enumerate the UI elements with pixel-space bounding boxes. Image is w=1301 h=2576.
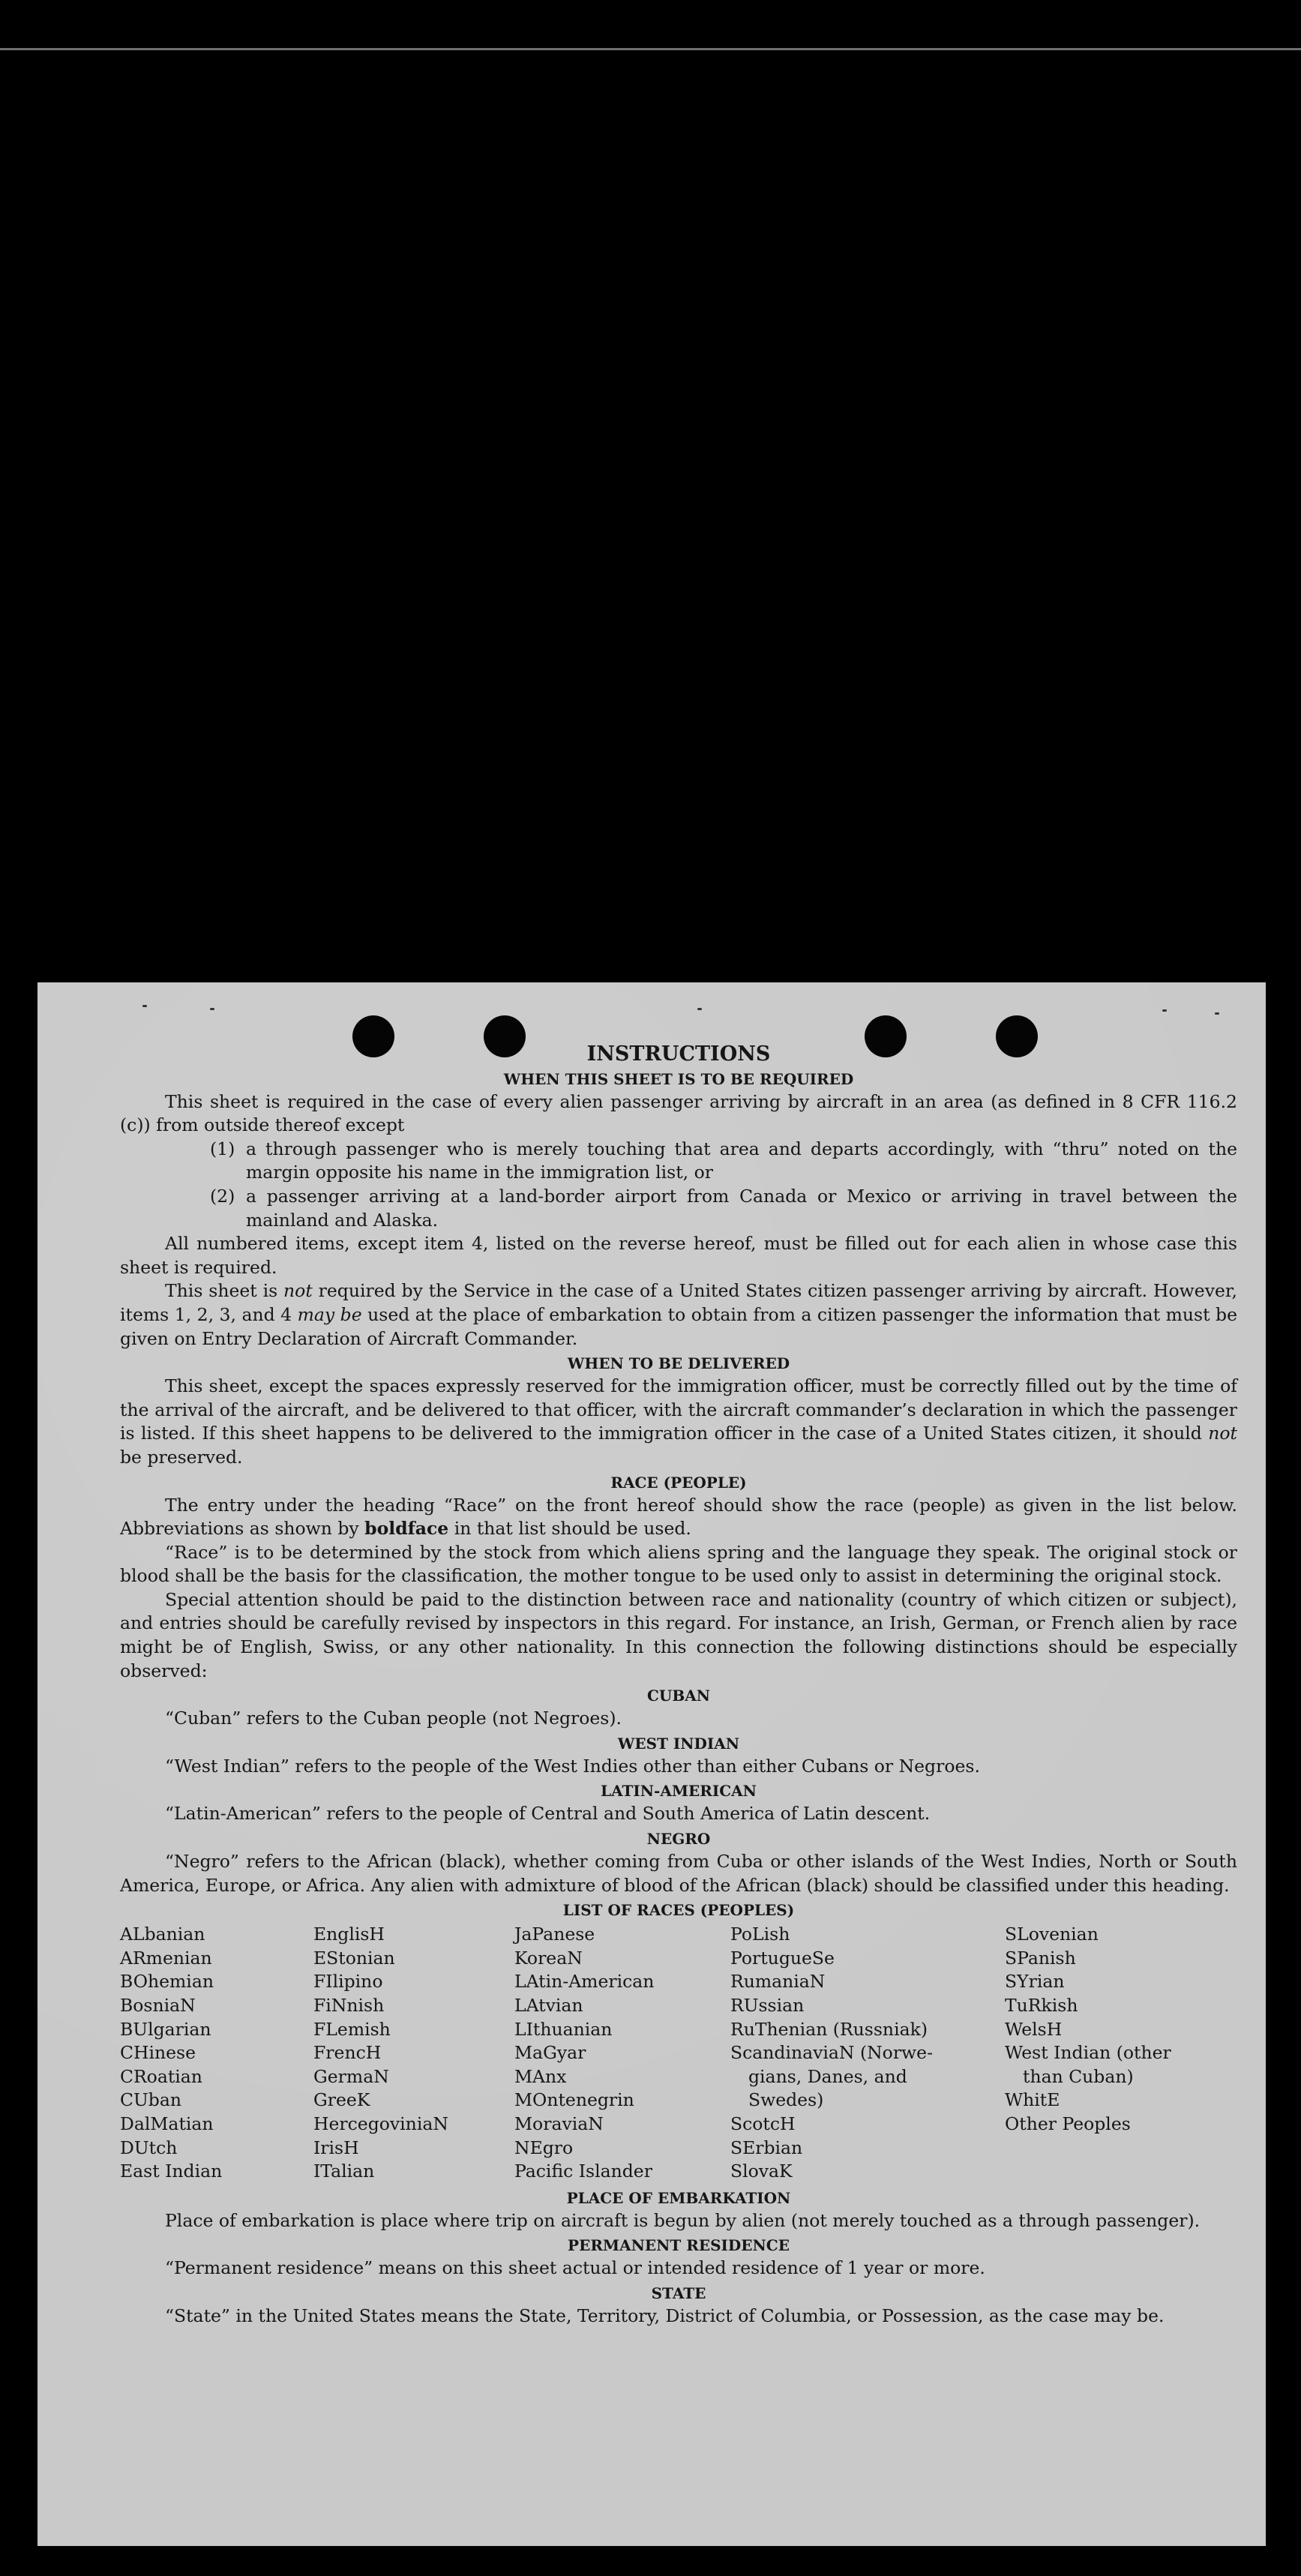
race-entry: GreeK: [313, 2089, 370, 2111]
paragraph: “Cuban” refers to the Cuban people (not Negroes).: [165, 1708, 622, 1729]
list-item: [210, 1138, 1237, 1185]
paper-speck: [1162, 1009, 1167, 1012]
races-column: [514, 1923, 730, 2184]
paragraph: “Race” is to be determined by the stock from which aliens spring and the language they speak. The original stock or blood shall be the basis for the classification, the mother tongue to be used only to assist in determining the original stock.: [120, 1541, 1237, 1587]
list-item: [210, 1185, 1237, 1232]
race-entry: RumaniaN: [730, 1971, 826, 1993]
race-entry: KoreaN: [514, 1947, 583, 1969]
race-entry: Pacific Islander: [514, 2161, 652, 2182]
race-entry: GermaN: [313, 2065, 389, 2087]
race-entry: ALbanian: [120, 1924, 205, 1945]
race-entry: MAnx: [514, 2065, 567, 2087]
race-entry: PoLish: [730, 1924, 790, 1945]
heading-races-list: LIST OF RACES (PEOPLES): [562, 1901, 795, 1920]
paragraph: “Negro” refers to the African (black), whether coming from Cuba or other islands of the West Indies, North or South America, Europe, or Africa. Any alien with admixture of blood of the African (black) should be classified under this heading.: [120, 1851, 1237, 1896]
heading-cuban: CUBAN: [646, 1687, 711, 1705]
instructions-body: [120, 1042, 1237, 2329]
race-entry: RUssian: [730, 1995, 805, 2016]
race-entry: LIthuanian: [514, 2018, 613, 2040]
top-divider-line: [0, 48, 1301, 50]
race-entry: SlovaK: [730, 2161, 793, 2182]
list-number: (2): [210, 1185, 235, 1207]
races-column: [313, 1923, 514, 2184]
list-number: (1): [210, 1138, 235, 1159]
race-entry: BOhemian: [120, 1971, 214, 1993]
race-entry: MoraviaN: [514, 2113, 604, 2134]
race-entry: SErbian: [730, 2137, 803, 2158]
race-entry: CRoatian: [120, 2065, 202, 2087]
heading-west-indian: WEST INDIAN: [617, 1734, 740, 1753]
races-column: [120, 1923, 313, 2184]
paragraph: “Latin-American” refers to the people of Central and South America of Latin descent.: [165, 1803, 931, 1825]
heading-latin-american: LATIN-AMERICAN: [601, 1782, 757, 1801]
race-entry: EnglisH: [313, 1924, 385, 1945]
race-entry: Swedes): [748, 2089, 824, 2111]
race-entry: NEgro: [514, 2137, 574, 2158]
paragraph: This sheet is not required by the Service in the case of a United States citizen passenger arriving by aircraft. However, items 1, 2, 3, and 4 may be used at the place of embarkation to obtain from a citizen passenger the information that must be given on Entry Declaration of Aircraft Commander.: [120, 1280, 1238, 1349]
heading-permanent-residence: PERMANENT RESIDENCE: [568, 2236, 790, 2255]
race-entry: ITalian: [313, 2161, 375, 2182]
race-entry: FIlipino: [313, 1971, 383, 1993]
race-entry: RuThenian (Russniak): [730, 2018, 928, 2040]
list-text: a passenger arriving at a land-border airport from Canada or Mexico or arriving in travel between the mainland and Alaska.: [246, 1185, 1237, 1231]
heading-when-delivered: WHEN TO BE DELIVERED: [567, 1354, 790, 1373]
paper-speck: [697, 1008, 702, 1010]
heading-embarkation: PLACE OF EMBARKATION: [566, 2188, 791, 2207]
race-entry: JaPanese: [514, 1924, 595, 1945]
heading-state: STATE: [651, 2284, 706, 2302]
race-entry: MaGyar: [514, 2042, 586, 2064]
race-entry: FLemish: [313, 2018, 391, 2040]
page-title: INSTRUCTIONS: [586, 1042, 771, 1066]
race-entry: SLovenian: [1005, 1924, 1099, 1945]
race-entry: ARmenian: [120, 1947, 212, 1969]
race-entry: CUban: [120, 2089, 181, 2111]
race-entry: DalMatian: [120, 2113, 214, 2134]
heading-negro: NEGRO: [646, 1830, 711, 1849]
race-entry: SYrian: [1005, 1971, 1065, 1993]
race-entry: DUtch: [120, 2137, 178, 2158]
race-entry: FrencH: [313, 2042, 382, 2064]
paper-speck: [142, 1005, 147, 1007]
paragraph: “West Indian” refers to the people of the West Indies other than either Cubans or Negroes.: [165, 1755, 980, 1777]
race-entry: ScotcH: [730, 2113, 796, 2134]
race-entry: ScandinaviaN (Norwe-: [730, 2042, 934, 2064]
race-entry: East Indian: [120, 2161, 223, 2182]
race-entry: IrisH: [313, 2137, 359, 2158]
exception-list: [210, 1138, 1237, 1232]
race-entry: Other Peoples: [1005, 2113, 1131, 2134]
race-entry: gians, Danes, and: [748, 2065, 907, 2087]
paragraph: “Permanent residence” means on this sheet actual or intended residence of 1 year or more.: [165, 2257, 985, 2279]
paragraph: “State” in the United States means the State, Territory, District of Columbia, or Possession, as the case may be.: [165, 2305, 1165, 2326]
race-entry: BosniaN: [120, 1995, 196, 2016]
races-column: [730, 1923, 1005, 2184]
paragraph: This sheet, except the spaces expressly reserved for the immigration officer, must be correctly filled out by the time of the arrival of the aircraft, and be delivered to that officer, with the aircraft commander’s declaration in which the passenger is listed. If this sheet happens to be delivered to the immigration officer in the case of a United States citizen, it should not be preserved.: [120, 1375, 1237, 1468]
paper-speck: [210, 1008, 214, 1010]
race-entry: WelsH: [1005, 2018, 1063, 2040]
paragraph: All numbered items, except item 4, listed on the reverse hereof, must be filled out for each alien in whose case this sheet is required.: [120, 1233, 1237, 1278]
race-entry: MOntenegrin: [514, 2089, 634, 2111]
race-entry: than Cuban): [1023, 2065, 1134, 2087]
race-entry: TuRkish: [1005, 1995, 1078, 2016]
race-entry: HercegoviniaN: [313, 2113, 448, 2134]
paper-speck: [1215, 1012, 1219, 1015]
paragraph: Place of embarkation is place where trip on aircraft is begun by alien (not merely touched as a through passenger).: [165, 2209, 1201, 2231]
race-entry: FiNnish: [313, 1995, 385, 2016]
race-entry: EStonian: [313, 1947, 395, 1969]
race-entry: CHinese: [120, 2042, 196, 2064]
paragraph: Special attention should be paid to the distinction between race and nationality (country of which citizen or subject), and entries should be carefully revised by inspectors in this regard. For instance, an Irish, German, or French alien by race might be of English, Swiss, or any other nationality. In this connection the following distinctions should be especially observed:: [120, 1588, 1237, 1681]
race-entry: LAtvian: [514, 1995, 583, 2016]
paragraph: The entry under the heading “Race” on the front hereof should show the race (people) as given in the list below. Abbreviations as shown by boldface in that list should be used.: [120, 1494, 1237, 1540]
heading-when-required: WHEN THIS SHEET IS TO BE REQUIRED: [503, 1069, 854, 1088]
races-column: [1005, 1923, 1230, 2184]
list-text: a through passenger who is merely touching that area and departs accordingly, with “thru” noted on the margin opposite his name in the immigration list, or: [246, 1138, 1237, 1183]
instruction-sheet: [37, 982, 1266, 2546]
heading-race: RACE (PEOPLE): [610, 1473, 747, 1492]
paragraph: This sheet is required in the case of every alien passenger arriving by aircraft in an area (as defined in 8 CFR 116.2 (c)) from outside thereof except: [120, 1090, 1237, 1136]
race-entry: SPanish: [1005, 1947, 1076, 1969]
race-entry: PortugueSe: [730, 1947, 835, 1969]
race-entry: WhitE: [1005, 2089, 1060, 2111]
race-entry: West Indian (other: [1005, 2042, 1171, 2064]
race-entry: LAtin-American: [514, 1971, 655, 1993]
race-entry: BUlgarian: [120, 2018, 211, 2040]
races-table: [120, 1923, 1237, 2184]
